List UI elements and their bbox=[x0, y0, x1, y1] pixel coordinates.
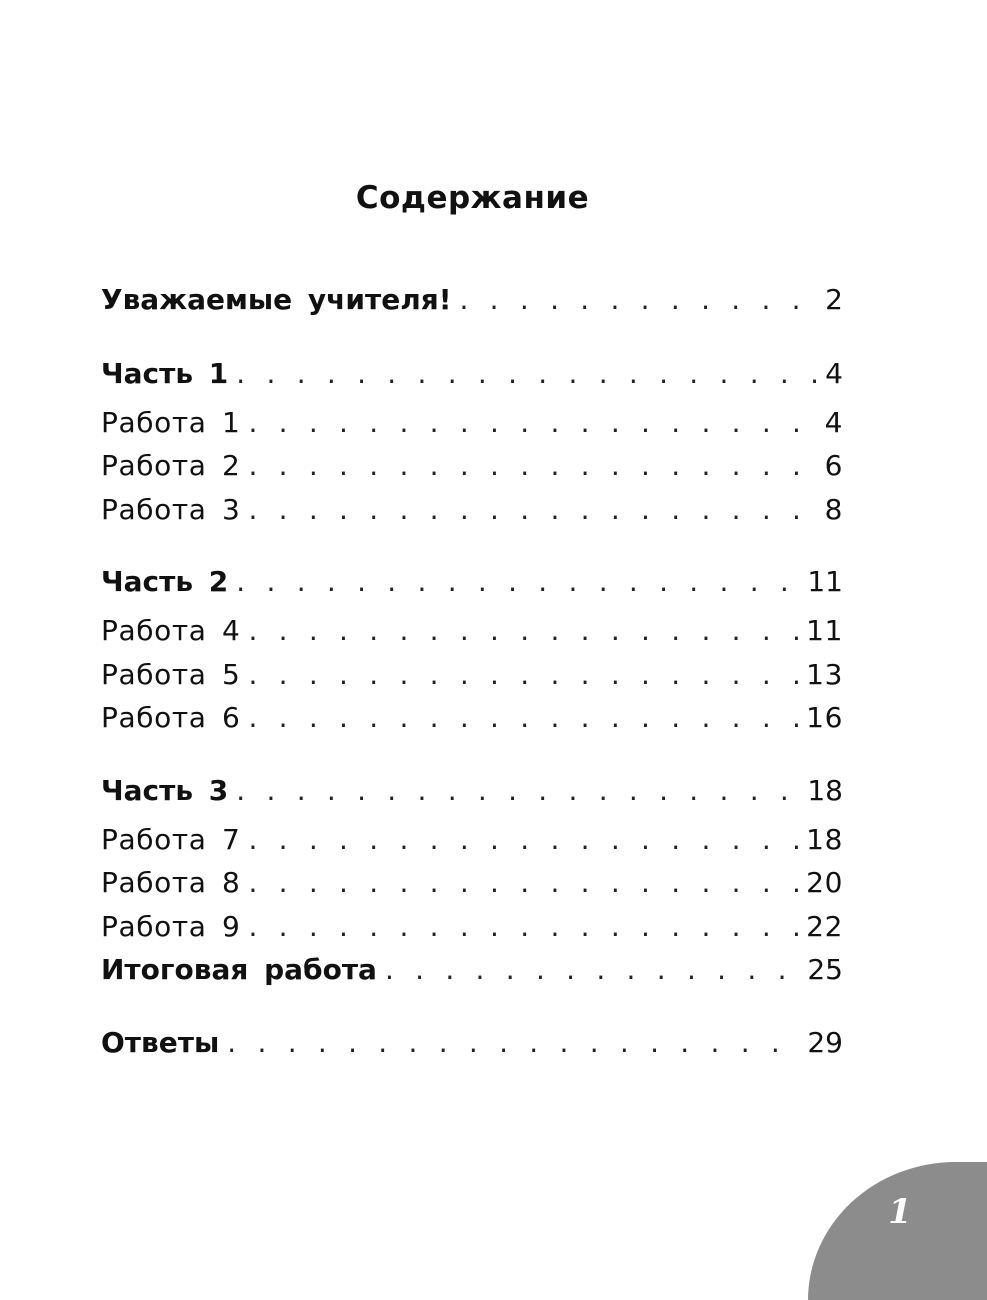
toc-leader-dots bbox=[248, 403, 818, 443]
toc-entry-page: 6 bbox=[824, 449, 843, 482]
toc-entry-work-1[interactable] bbox=[101, 403, 843, 443]
toc-entry-page: 29 bbox=[807, 1026, 843, 1059]
toc-entry-page: 13 bbox=[806, 658, 843, 691]
page-number: 1 bbox=[888, 1192, 912, 1232]
toc-leader-dots bbox=[248, 655, 800, 695]
toc-entry-answers[interactable] bbox=[101, 1023, 843, 1063]
toc-entry-page: 18 bbox=[806, 823, 843, 856]
toc-entry-page: 2 bbox=[825, 283, 843, 316]
toc-entry-page: 16 bbox=[806, 701, 843, 734]
toc-entry-page: 20 bbox=[806, 866, 843, 899]
toc-entry-label: Часть 3 bbox=[101, 774, 229, 807]
toc-entry-work-8[interactable] bbox=[101, 863, 843, 903]
toc-leader-dots bbox=[236, 354, 819, 394]
toc-entry-label: Часть 2 bbox=[101, 565, 229, 598]
toc-leader-dots bbox=[236, 771, 801, 811]
toc-entry-teachers[interactable] bbox=[101, 280, 843, 320]
toc-entry-work-4[interactable] bbox=[101, 611, 843, 651]
toc-entry-label: Часть 1 bbox=[101, 357, 229, 390]
toc-entry-label: Работа 9 bbox=[101, 910, 241, 943]
toc-leader-dots bbox=[248, 446, 818, 486]
toc-entry-label: Уважаемые учителя! bbox=[101, 283, 452, 316]
toc-entry-final-work[interactable] bbox=[101, 950, 843, 990]
toc-entry-page: 4 bbox=[825, 357, 843, 390]
page-title: Содержание bbox=[355, 180, 590, 216]
toc-entry-work-2[interactable] bbox=[101, 446, 843, 486]
toc-entry-page: 8 bbox=[824, 493, 843, 526]
toc-entry-label: Работа 4 bbox=[101, 614, 241, 647]
toc-leader-dots bbox=[236, 562, 801, 602]
toc-entry-work-5[interactable] bbox=[101, 655, 843, 695]
toc-entry-part-2[interactable] bbox=[101, 562, 843, 602]
toc-leader-dots bbox=[227, 1023, 801, 1063]
toc-entry-label: Работа 7 bbox=[101, 823, 241, 856]
toc-entry-label: Работа 8 bbox=[101, 866, 241, 899]
toc-entry-label: Работа 2 bbox=[101, 449, 241, 482]
toc-entry-page: 11 bbox=[807, 565, 843, 598]
toc-entry-page: 4 bbox=[824, 406, 843, 439]
toc-entry-work-3[interactable] bbox=[101, 490, 843, 530]
toc-entry-page: 18 bbox=[807, 774, 843, 807]
toc-entry-part-3[interactable] bbox=[101, 771, 843, 811]
toc-entry-work-9[interactable] bbox=[101, 907, 843, 947]
toc-leader-dots bbox=[248, 490, 818, 530]
toc-entry-part-1[interactable] bbox=[101, 354, 843, 394]
toc-entry-label: Работа 5 bbox=[101, 658, 241, 691]
toc-entry-label: Работа 6 bbox=[101, 701, 241, 734]
toc-leader-dots bbox=[459, 280, 819, 320]
toc-entry-page: 25 bbox=[807, 953, 843, 986]
toc-leader-dots bbox=[248, 820, 800, 860]
toc-entry-page: 11 bbox=[806, 614, 843, 647]
toc-entry-label: Работа 1 bbox=[101, 406, 241, 439]
toc-entry-label: Ответы bbox=[101, 1026, 220, 1059]
toc-entry-label: Итоговая работа bbox=[101, 953, 377, 986]
toc-leader-dots bbox=[248, 698, 800, 738]
toc-entry-work-6[interactable] bbox=[101, 698, 843, 738]
toc-leader-dots bbox=[385, 950, 801, 990]
toc-leader-dots bbox=[248, 863, 800, 903]
toc-leader-dots bbox=[248, 611, 800, 651]
toc-entry-page: 22 bbox=[806, 910, 843, 943]
toc-entry-label: Работа 3 bbox=[101, 493, 241, 526]
toc-entry-work-7[interactable] bbox=[101, 820, 843, 860]
toc-leader-dots bbox=[248, 907, 800, 947]
